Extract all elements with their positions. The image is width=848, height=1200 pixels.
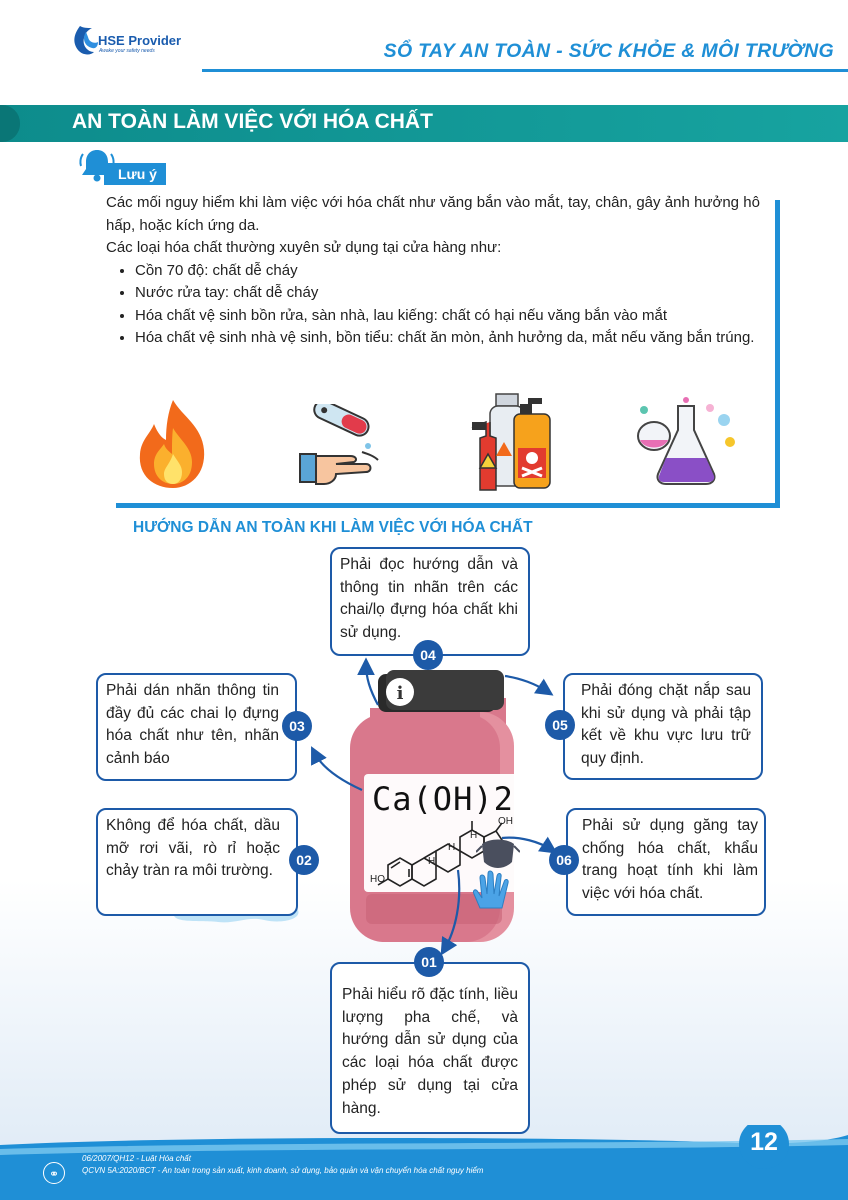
step-02-badge: 02 [289,845,319,875]
logo-tagline: Awake your safety needs [99,48,155,54]
molecule-label-h: H [428,856,436,867]
step-06-text: Phải sử dụng găng tay chống hóa chất, khẩu trang hoạt tính khi làm việc với hóa chất. [582,817,758,903]
fire-icon [132,398,214,490]
bottle-formula: Ca(OH)2 [372,780,514,818]
link-icon: ⚭ [43,1162,65,1184]
reference-item: QCVN 5A:2020/BCT - An toàn trong sản xuất, kinh doanh, sử dụng, bảo quản và vận chuyển hóa chất nguy hiểm [82,1166,484,1175]
note-list-intro: Các loại hóa chất thường xuyên sử dụng tại cửa hàng như: [106,239,502,256]
molecule-label-h: H [470,830,478,841]
step-06-box [566,808,766,916]
step-04-badge: 04 [413,640,443,670]
step-05-text: Phải đóng chặt nắp sau khi sử dụng và phải tập kết về khu vực lưu trữ quy định. [581,682,751,768]
list-item: • Hóa chất vệ sinh nhà vệ sinh, bồn tiểu: chất ăn mòn, ảnh hưởng da, mắt nếu văng bắn trúng. [135,327,760,350]
list-item: • Nước rửa tay: chất dễ cháy [135,282,760,305]
note-body [106,192,760,350]
step-01-text: Phải hiểu rõ đặc tính, liều lượng pha chế, và hướng dẫn sử dụng của các loại hóa chất được phép sử dụng tại cửa hàng. [342,986,518,1117]
list-item: • Cồn 70 độ: chất dễ cháy [135,260,760,283]
header-divider [202,69,848,72]
molecule-label-oh: OH [498,816,513,827]
step-02-box [96,808,298,916]
step-02-text: Không để hóa chất, dầu mỡ rơi vãi, rò rỉ hoặc chảy tràn ra môi trường. [106,817,280,880]
document-title: SỔ TAY AN TOÀN - SỨC KHỎE & MÔI TRƯỜNG [383,40,834,62]
note-frame-right [775,200,780,508]
page-number: 12 [750,1128,778,1156]
step-05-box [563,673,763,780]
step-03-text: Phải dán nhãn thông tin đầy đủ các chai lọ đựng hóa chất như tên, nhãn cảnh báo [106,682,279,768]
chemical-list [106,260,760,350]
step-06-badge: 06 [549,845,579,875]
lab-flask-icon [630,396,742,488]
note-frame-bottom [116,503,780,508]
glove-icon [470,868,522,914]
references [82,1153,483,1177]
molecule-label-ho: HO [370,874,385,885]
step-03-box [96,673,297,781]
step-05-badge: 05 [545,710,575,740]
corrosive-hand-icon [296,404,388,488]
note-intro: Các mối nguy hiểm khi làm việc với hóa chất như văng bắn vào mắt, tay, chân, gây ảnh hưởng hô hấp, hoặc kích ứng da. [106,194,760,234]
reference-item: 06/2007/QH12 - Luật Hóa chất [82,1154,191,1163]
logo-name: HSE Provider [98,33,182,48]
svg-text:i: i [396,683,404,704]
step-03-badge: 03 [282,711,312,741]
guide-title: HƯỚNG DẪN AN TOÀN KHI LÀM VIỆC VỚI HÓA CHẤT [133,519,533,536]
step-01-box [330,962,530,1134]
molecule-label-h: H [448,842,456,853]
list-item: • Hóa chất vệ sinh bồn rửa, sàn nhà, lau kiếng: chất có hại nếu văng bắn vào mắt [135,305,760,328]
toxic-bottles-icon [466,392,558,494]
note-label: Lưu ý [104,163,166,185]
mask-icon [476,834,520,872]
step-01-badge: 01 [414,947,444,977]
section-title: AN TOÀN LÀM VIỆC VỚI HÓA CHẤT [72,110,433,133]
step-04-text: Phải đọc hướng dẫn và thông tin nhãn trên các chai/lọ đựng hóa chất khi sử dụng. [340,556,518,642]
